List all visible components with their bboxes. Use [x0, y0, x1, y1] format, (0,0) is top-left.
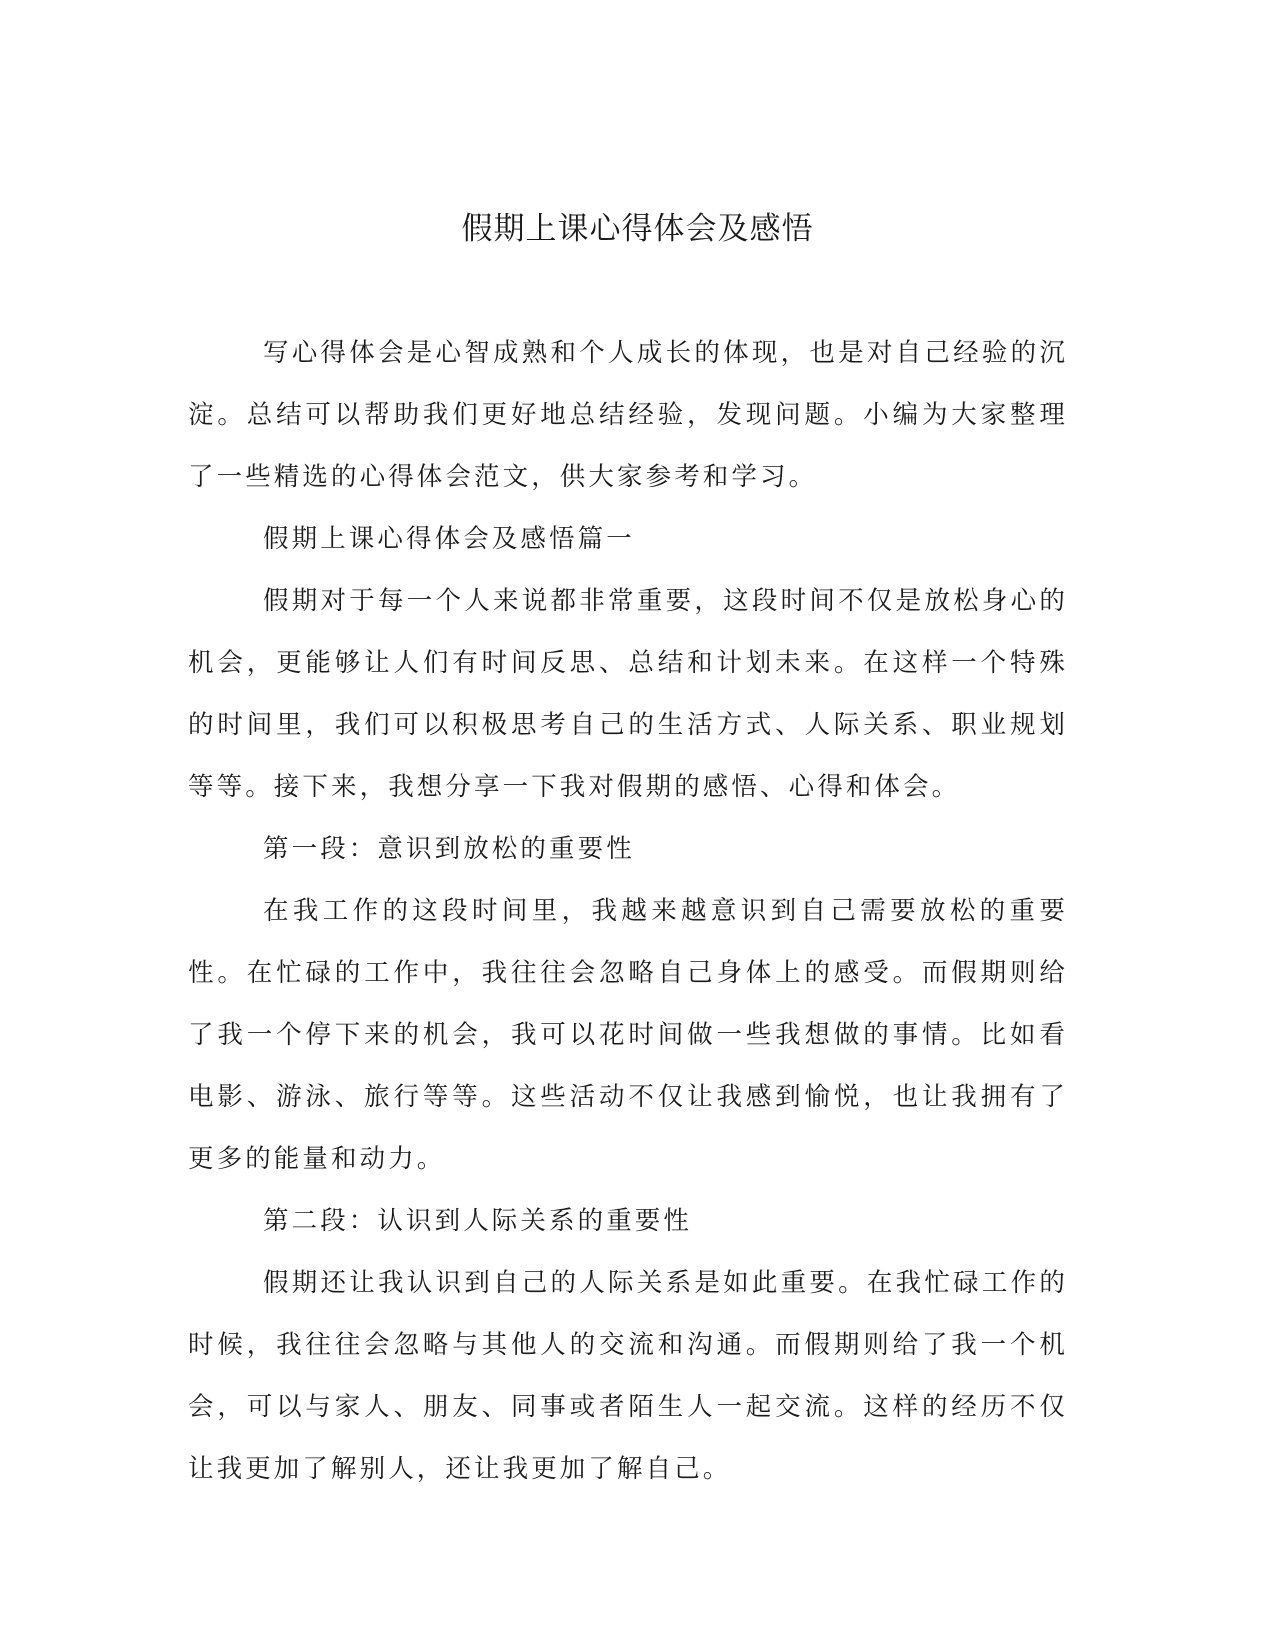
- second-section-paragraph: 假期还让我认识到自己的人际关系是如此重要。在我忙碌工作的时候，我往往会忽略与其他人的交流和沟通。而假期则给了我一个机会，可以与家人、朋友、同事或者陌生人一起交流。这样的经历不仅让我更加了解别人，还让我更加了解自己。: [188, 1268, 1068, 1484]
- document-body: [188, 322, 1068, 1500]
- intro-paragraph: 写心得体会是心智成熟和个人成长的体现，也是对自己经验的沉淀。总结可以帮助我们更好地总结经验，发现问题。小编为大家整理了一些精选的心得体会范文，供大家参考和学习。: [188, 338, 1068, 492]
- section-heading-part-one: 假期上课心得体会及感悟篇一: [263, 524, 635, 554]
- section-heading-first-paragraph: 第一段：意识到放松的重要性: [263, 834, 635, 864]
- document-title: 假期上课心得体会及感悟: [461, 211, 814, 247]
- part-one-intro-paragraph: 假期对于每一个人来说都非常重要，这段时间不仅是放松身心的机会，更能够让人们有时间反思、总结和计划未来。在这样一个特殊的时间里，我们可以积极思考自己的生活方式、人际关系、职业规划等等。接下来，我想分享一下我对假期的感悟、心得和体会。: [188, 586, 1068, 802]
- section-heading-second-paragraph: 第二段：认识到人际关系的重要性: [263, 1206, 693, 1236]
- first-section-paragraph: 在我工作的这段时间里，我越来越意识到自己需要放松的重要性。在忙碌的工作中，我往往会忽略自己身体上的感受。而假期则给了我一个停下来的机会，我可以花时间做一些我想做的事情。比如看电影、游泳、旅行等等。这些活动不仅让我感到愉悦，也让我拥有了更多的能量和动力。: [188, 896, 1068, 1174]
